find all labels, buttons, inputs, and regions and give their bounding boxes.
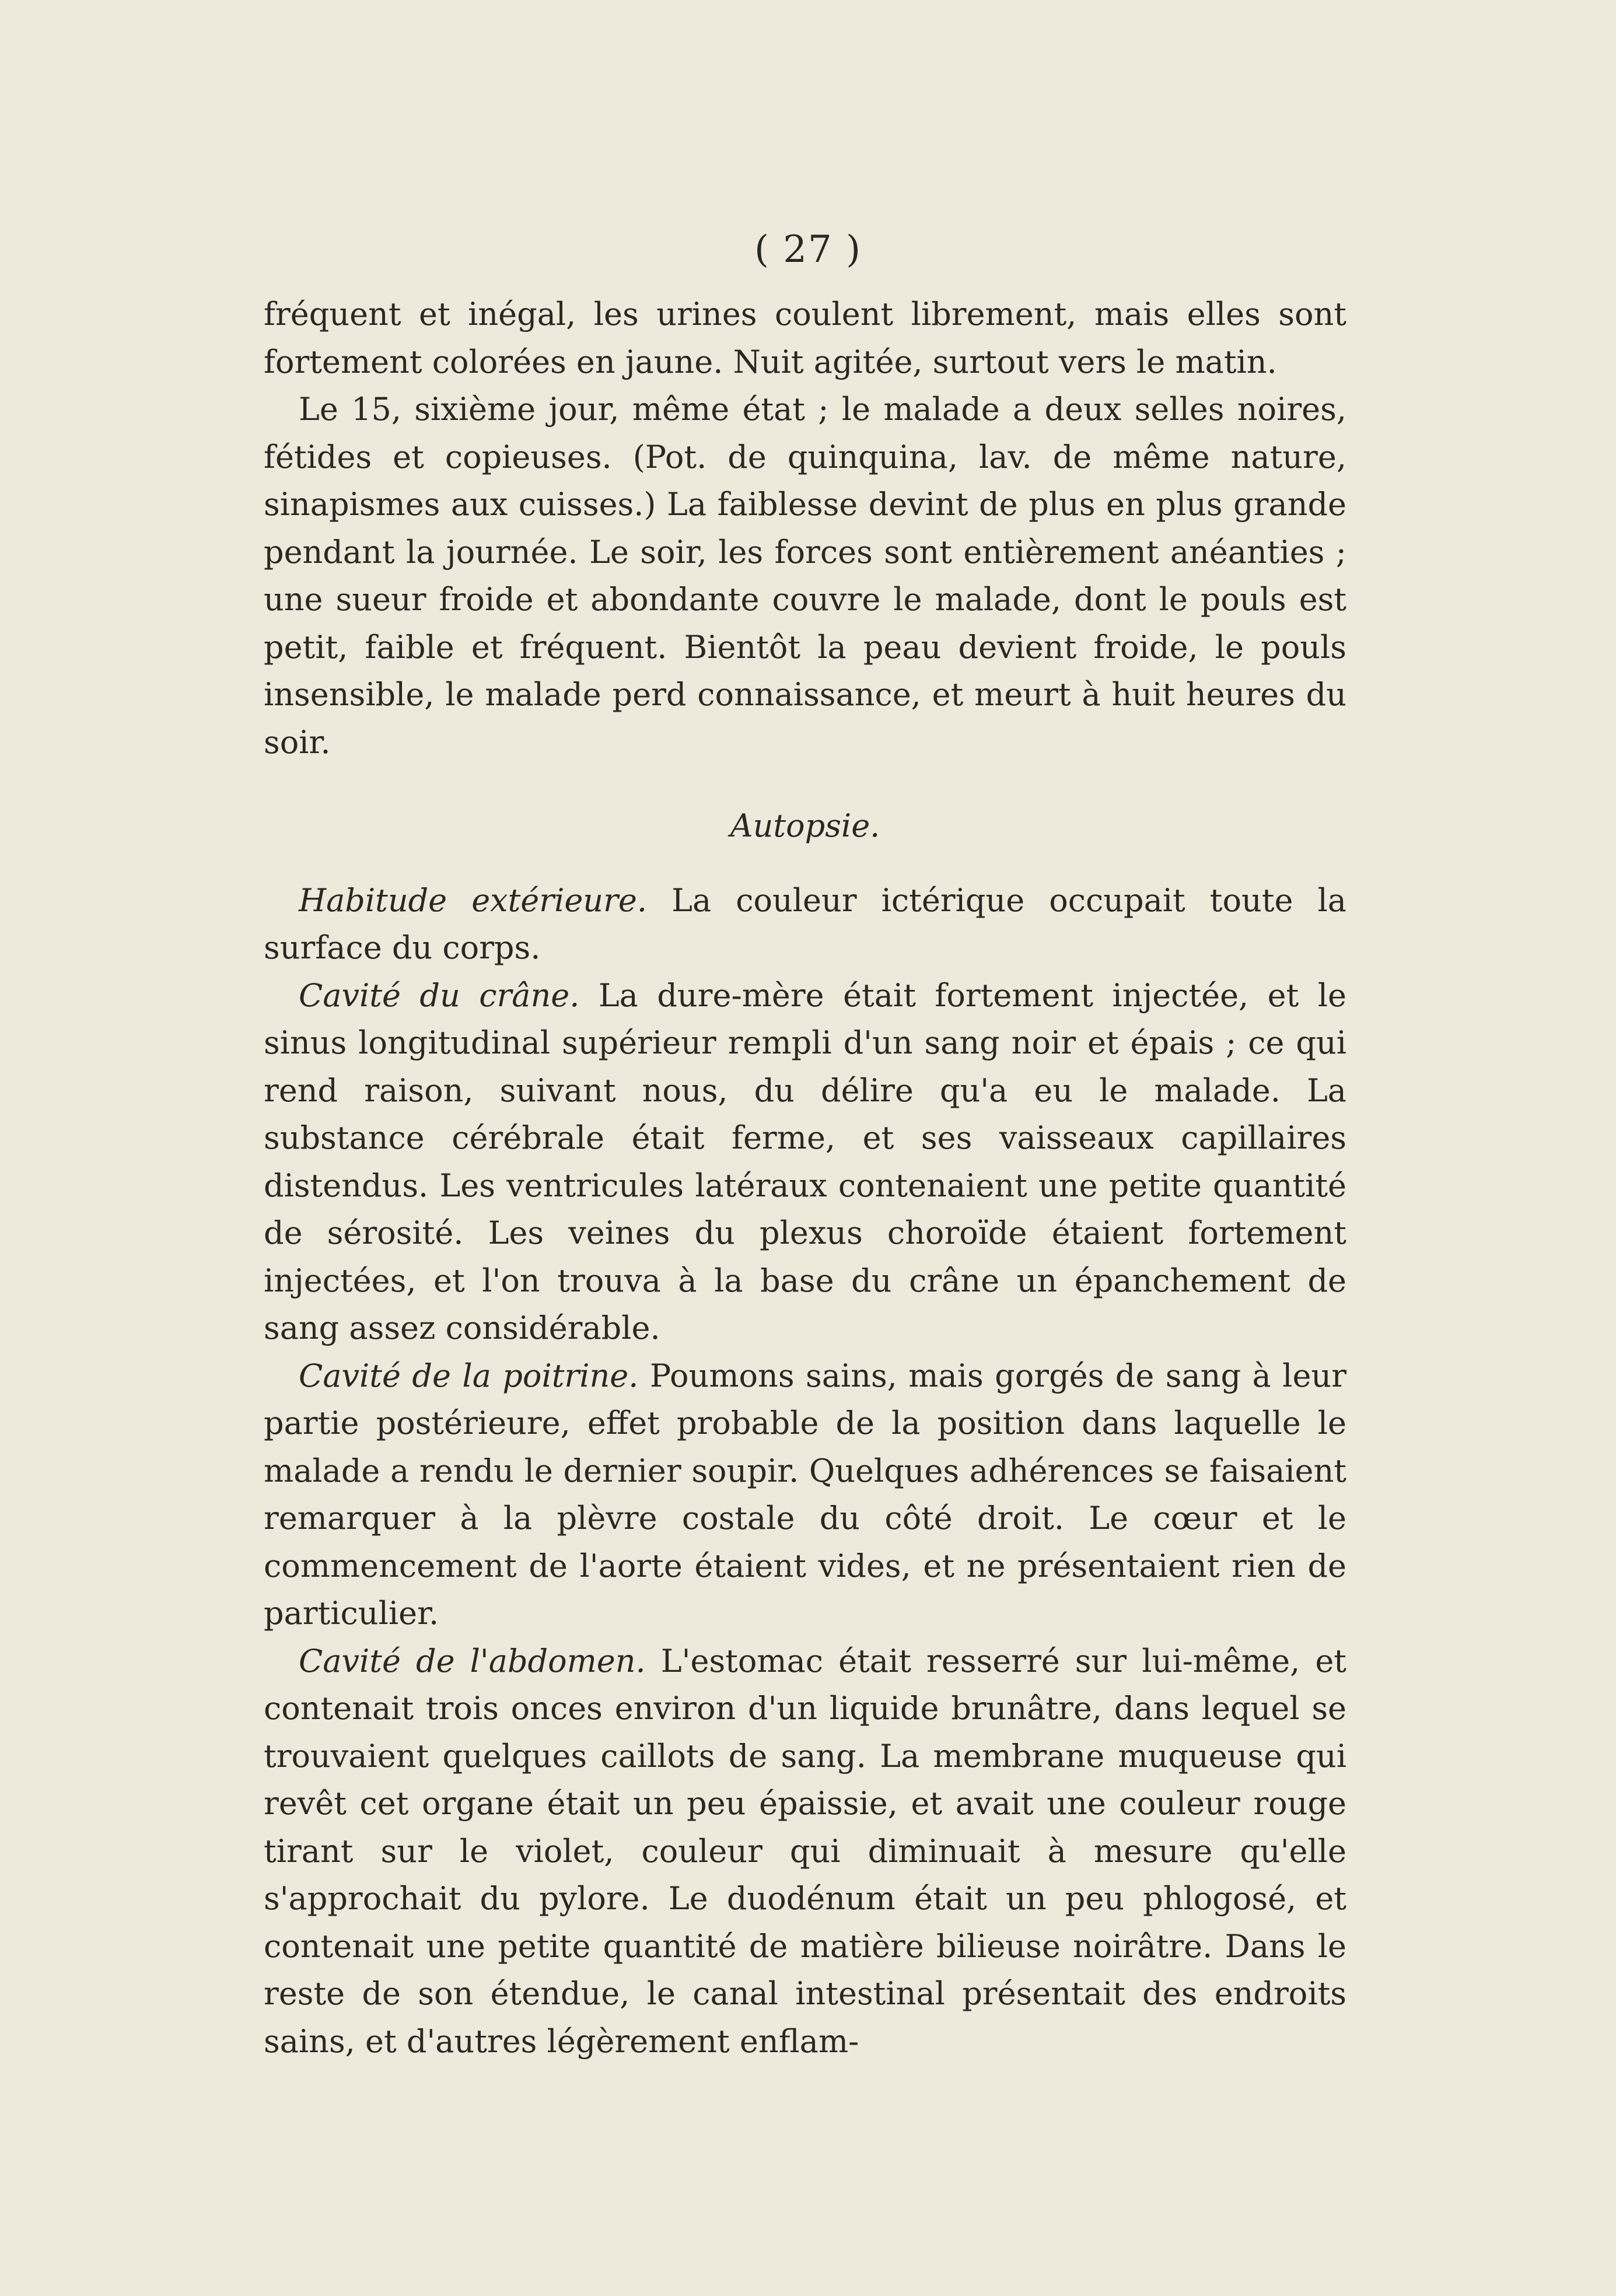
section-text: La couleur ictérique occupait toute la surface du corps.	[264, 881, 1346, 966]
section-label: Cavité du crâne.	[299, 977, 580, 1014]
section-text: Poumons sains, mais gorgés de sang à leur partie postérieure, effet probable de la position dans laquelle le malade a rendu le dernier soupir. Quelques adhérences se faisaient remarquer à la plèvre costale du côté droit. Le cœur et le commencement de l'aorte étaient vides, et ne présentaient rien de particulier.	[264, 1357, 1346, 1632]
section-heading-autopsie: Autopsie.	[730, 807, 880, 844]
section-cavite-crane	[264, 972, 1346, 1352]
section-label: Cavité de la poitrine.	[299, 1357, 639, 1394]
paragraph-continuation: fréquent et inégal, les urines coulent librement, mais elles sont fortement colorées en jaune. Nuit agitée, surtout vers le matin.	[264, 296, 1346, 380]
section-cavite-abdomen	[264, 1637, 1346, 2066]
section-text: La dure-mère était fortement injectée, et le sinus longitudinal supérieur rempli d'un sang noir et épais ; ce qui rend raison, suivant nous, du délire qu'a eu le malade. La substance cérébrale était ferme, et ses vaisseaux capillaires distendus. Les ventricules latéraux contenaient une petite quantité de sérosité. Les veines du plexus choroïde étaient fortement injectées, et l'on trouva à la base du crâne un épanchement de sang assez considérable.	[264, 977, 1346, 1346]
section-cavite-poitrine	[264, 1352, 1346, 1637]
section-label: Cavité de l'abdomen.	[299, 1642, 646, 1679]
body-text	[264, 290, 1346, 2065]
section-label: Habitude extérieure.	[299, 881, 648, 919]
section-habitude-exterieure	[264, 877, 1346, 972]
section-text: L'estomac était resserré sur lui-même, et contenait trois onces environ d'un liquide brunâtre, dans lequel se trouvaient quelques caillots de sang. La membrane muqueuse qui revêt cet organe était un peu épaissie, et avait une couleur rouge tirant sur le violet, couleur qui diminuait à mesure qu'elle s'approchait du pylore. Le duodénum était un peu phlogosé, et contenait une petite quantité de matière bilieuse noirâtre. Dans le reste de son étendue, le canal intestinal présentait des endroits sains, et d'autres légèrement enflam-	[264, 1642, 1346, 2060]
page-number: ( 27 )	[754, 228, 862, 271]
paragraph-day-15: Le 15, sixième jour, même état ; le malade a deux selles noires, fétides et copieuses. (Pot. de quinquina, lav. de même nature, sinapismes aux cuisses.) La faiblesse devint de plus en plus grande pendant la journée. Le soir, les forces sont entièrement anéanties ; une sueur froide et abondante couvre le malade, dont le pouls est petit, faible et fréquent. Bientôt la peau devient froide, le pouls insensible, le malade perd connaissance, et meurt à huit heures du soir.	[264, 391, 1346, 761]
